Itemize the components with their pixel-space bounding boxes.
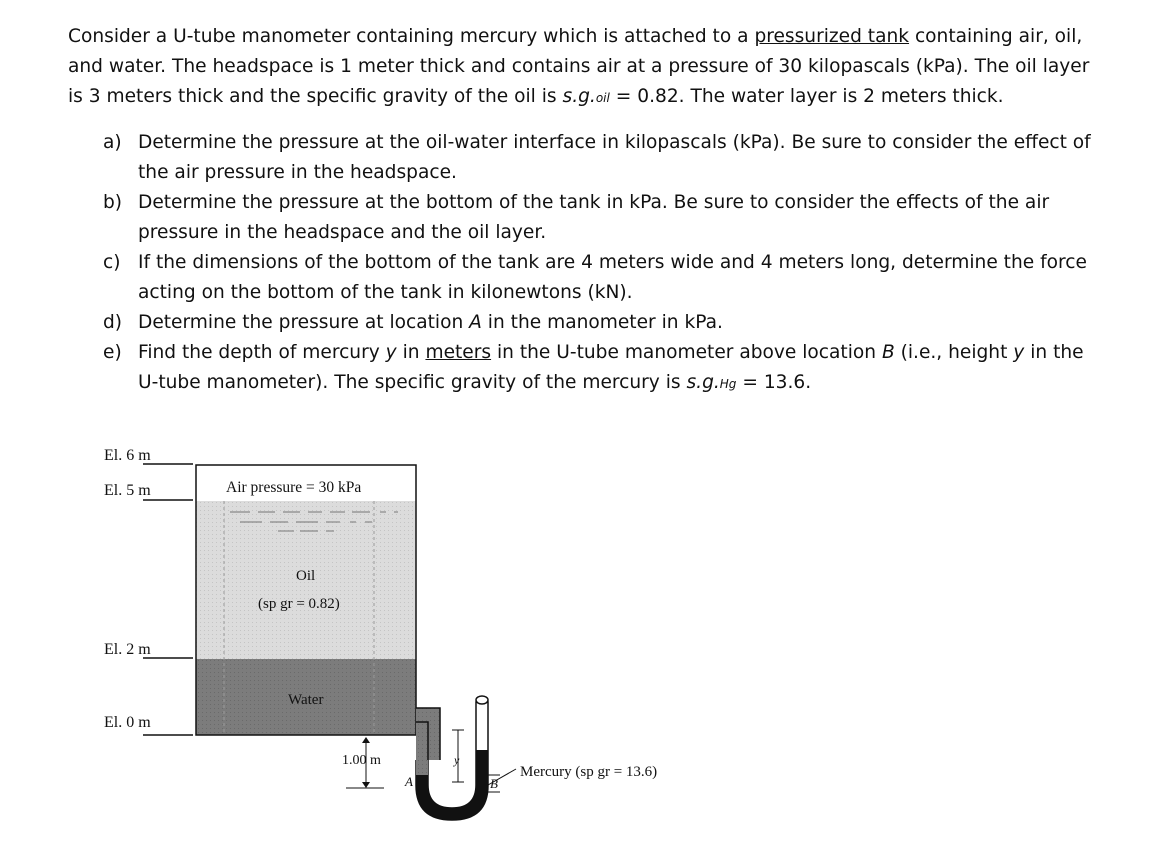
question-label: c) xyxy=(103,252,121,273)
tank-manometer-figure xyxy=(0,430,760,830)
elevation-6m: El. 6 m xyxy=(104,447,151,464)
oil-label: Oil xyxy=(296,568,316,584)
question-text: Find the depth of mercury xyxy=(138,342,386,363)
water-label: Water xyxy=(288,692,324,708)
dimension-label: 1.00 m xyxy=(342,753,381,768)
question-label: d) xyxy=(103,312,123,333)
question-text: Determine the pressure at the bottom of the tank in kPa. Be sure to consider the effects of the air pressure in the headspace and the oil layer. xyxy=(138,192,1050,243)
point-b-label: B xyxy=(490,776,498,791)
elevation-5m: El. 5 m xyxy=(104,482,151,499)
question-b xyxy=(68,188,1108,248)
question-d xyxy=(68,308,1108,338)
question-text-end: in the manometer in kPa. xyxy=(481,312,723,333)
question-list xyxy=(68,128,1108,399)
sg-hg-subscript: Hg xyxy=(719,377,737,391)
y-ref: y xyxy=(385,342,397,363)
question-e xyxy=(68,338,1108,399)
question-text: (i.e., height xyxy=(894,342,1014,363)
question-a xyxy=(68,128,1108,188)
y-label: y xyxy=(454,753,460,767)
question-text: Determine the pressure at location xyxy=(138,312,470,333)
question-text: If the dimensions of the bottom of the tank are 4 meters wide and 4 meters long, determine the force acting on the bottom of the tank in kilonewtons (kN). xyxy=(138,252,1087,303)
question-text: in xyxy=(396,342,426,363)
question-label: b) xyxy=(103,192,123,213)
sg-oil-subscript: oil xyxy=(595,91,610,105)
intro-paragraph xyxy=(68,22,1108,113)
location-b-ref: B xyxy=(881,342,895,363)
question-text-end: = 13.6. xyxy=(736,372,812,393)
y-ref: y xyxy=(1013,342,1025,363)
question-text: in the U-tube manometer above location xyxy=(491,342,882,363)
intro-text-3: = 0.82. The water layer is 2 meters thick. xyxy=(609,86,1004,107)
air-pressure-label: Air pressure = 30 kPa xyxy=(226,479,362,496)
mercury-label: Mercury (sp gr = 13.6) xyxy=(520,764,658,780)
problem-intro xyxy=(68,22,1108,113)
intro-text-2: containing air, oil, and water. The headspace is 1 meter thick and contains air at a pressure of 30 kilopascals (kPa). The oil layer is 3 meters thick and the specific gravity of the oil is xyxy=(68,26,1090,107)
question-text: in the U-tube manometer). The specific gravity of the mercury is xyxy=(138,342,1084,393)
intro-text-1: Consider a U-tube manometer containing mercury which is attached to a xyxy=(68,26,755,47)
question-c xyxy=(68,248,1108,308)
tube-open-end xyxy=(476,696,488,704)
question-label: a) xyxy=(103,132,122,153)
point-a-label: A xyxy=(405,774,413,789)
elevation-0m: El. 0 m xyxy=(104,714,151,731)
elevation-markers xyxy=(104,447,193,735)
question-text: Determine the pressure at the oil-water interface in kilopascals (kPa). Be sure to consider the effect of the air pressure in the headspace. xyxy=(138,132,1091,183)
pressurized-tank-link: pressurized tank xyxy=(754,26,910,47)
sg-oil-symbol: s.g. xyxy=(562,86,596,107)
meters-link: meters xyxy=(425,342,492,363)
location-a-ref: A xyxy=(469,312,482,333)
elevation-2m: El. 2 m xyxy=(104,641,151,658)
question-label: e) xyxy=(103,342,122,363)
oil-sg-label: (sp gr = 0.82) xyxy=(258,596,340,612)
sg-hg-symbol: s.g. xyxy=(686,372,720,393)
